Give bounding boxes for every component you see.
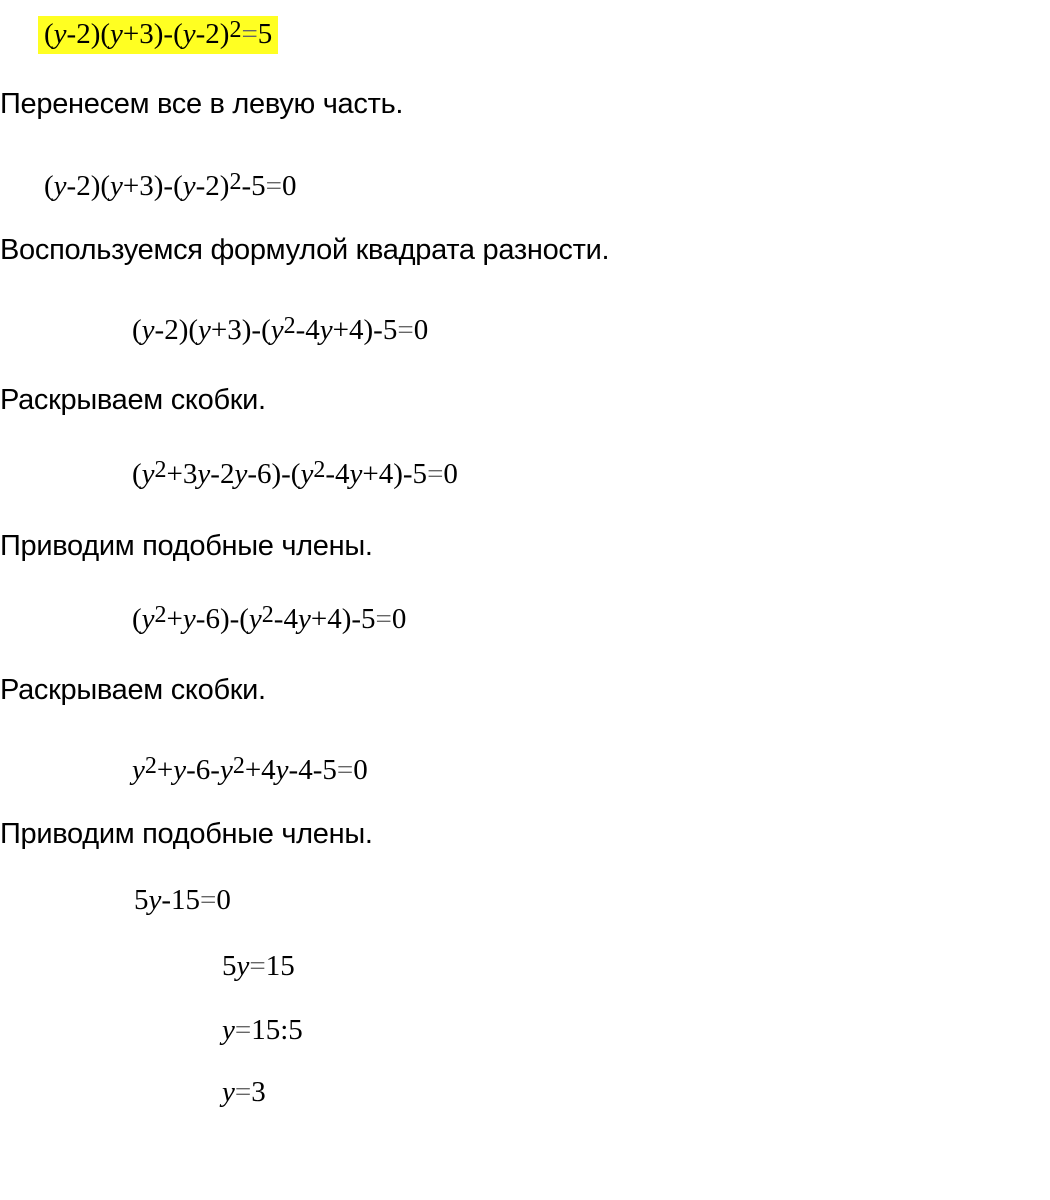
exponent: 2 [232, 753, 245, 779]
eq-segment: -4y+4)-5=0 [295, 314, 429, 346]
step-text: Приводим подобные члены. [0, 818, 373, 850]
equation-line [222, 1014, 303, 1047]
eq-segment: y [132, 754, 145, 786]
step-text: Раскрываем скобки. [0, 384, 266, 416]
exponent: 2 [154, 457, 167, 483]
eq-segment: (y [132, 458, 155, 490]
eq-segment: (y [132, 603, 155, 635]
eq-segment: y=15:5 [222, 1014, 303, 1046]
eq-segment: (y-2)(y+3)-(y-2) [44, 170, 230, 202]
equation-line [222, 950, 295, 983]
eq-segment: -4y+4)-5=0 [325, 458, 458, 490]
eq-segment: +y-6-y [156, 754, 233, 786]
exponent: 2 [154, 602, 167, 628]
eq-segment: +4y-4-5=0 [244, 754, 368, 786]
step-text: Раскрываем скобки. [0, 674, 266, 706]
exponent: 2 [283, 313, 296, 339]
step-text: Воспользуемся формулой квадрата разности. [0, 234, 610, 266]
equation-highlight [38, 16, 278, 54]
equation-line [44, 170, 296, 203]
step-text: Приводим подобные члены. [0, 530, 373, 562]
equation-line [132, 603, 406, 636]
exponent: 2 [261, 602, 274, 628]
eq-segment: -4y+4)-5=0 [273, 603, 407, 635]
equation-line [132, 754, 368, 787]
eq-segment: y=3 [222, 1076, 266, 1108]
exponent: 2 [144, 753, 157, 779]
equation-line [132, 458, 458, 491]
eq-segment: 5y=15 [222, 950, 295, 982]
exponent: 2 [313, 457, 326, 483]
step-text: Перенесем все в левую часть. [0, 88, 404, 120]
equation-line [134, 884, 231, 917]
exponent: 2 [229, 169, 242, 195]
eq-segment: 5y-15=0 [134, 884, 231, 916]
eq-segment: (y-2)(y+3)-(y-2) [44, 18, 230, 50]
original-equation [38, 18, 278, 51]
exponent: 2 [229, 17, 242, 43]
equation-line [132, 314, 428, 347]
eq-segment: +y-6)-(y [166, 603, 262, 635]
eq-segment: (y-2)(y+3)-(y [132, 314, 284, 346]
eq-segment: =5 [241, 18, 273, 50]
eq-segment: -5=0 [241, 170, 297, 202]
eq-segment: +3y-2y-6)-(y [166, 458, 314, 490]
equation-line [222, 1076, 266, 1109]
